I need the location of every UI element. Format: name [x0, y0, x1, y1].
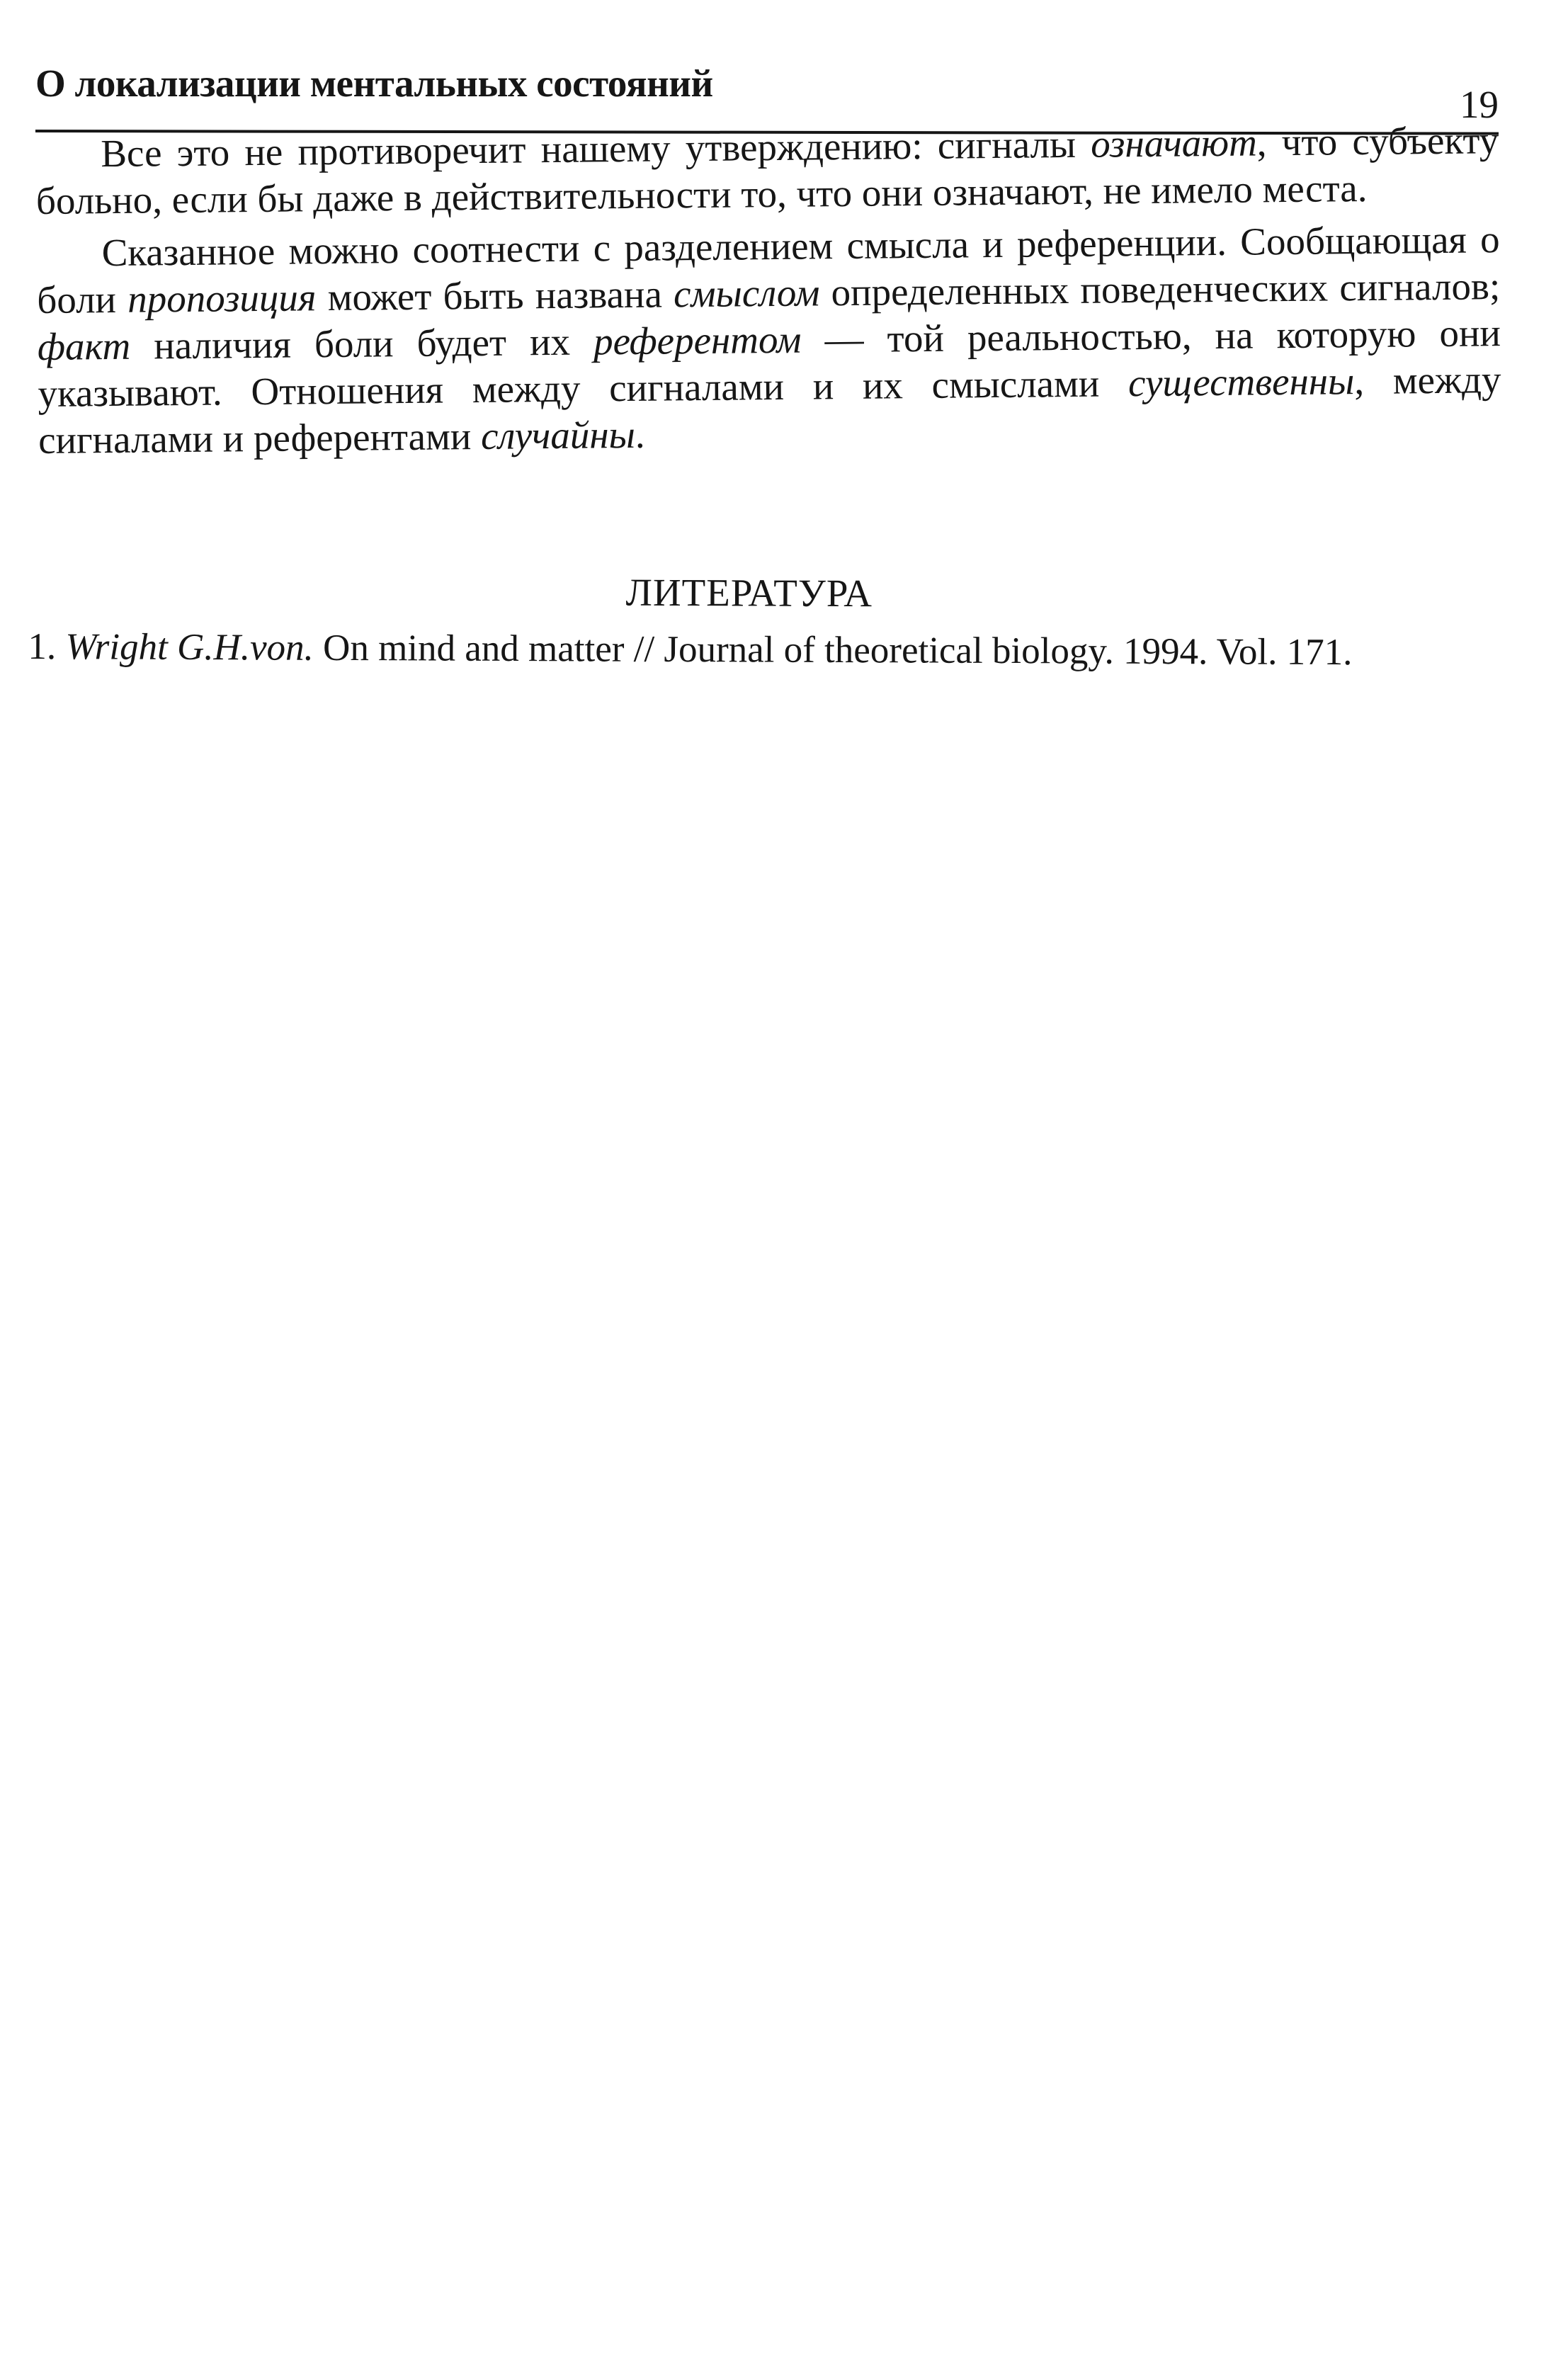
references-heading: ЛИТЕРАТУРА: [625, 570, 873, 615]
italic-term: существенны: [1127, 359, 1355, 405]
running-title: О локализации ментальных состояний: [35, 62, 713, 105]
italic-term: смыслом: [673, 271, 820, 316]
reference-item: [28, 623, 1498, 676]
text-run: Сказанное можно соотнести с разделением смысла и референции. Сообщающая о боли: [36, 217, 1500, 322]
text-run: .: [635, 412, 645, 456]
text-run: , что субъекту больно, если бы даже в действительности то, что они означают, не имело места.: [35, 118, 1499, 222]
text-run: определенных поведенческих сигналов;: [819, 264, 1501, 314]
body-text: [35, 117, 1501, 464]
references-section: [28, 567, 1499, 676]
italic-term: означают: [1090, 120, 1258, 166]
italic-term: случайны: [480, 412, 636, 458]
paragraph: [36, 216, 1501, 464]
text-run: , между сигналами и референтами: [38, 358, 1501, 462]
italic-term: пропозиция: [127, 276, 317, 321]
reference-text: On mind and matter // Journal of theoretical biology. 1994. Vol. 171.: [323, 627, 1353, 674]
italic-term: референтом: [593, 317, 802, 363]
paragraph: [35, 117, 1499, 225]
text-run: может быть названа: [316, 272, 674, 319]
page-number: 19: [1460, 83, 1499, 126]
italic-term: факт: [37, 324, 131, 368]
text-run: — той реальностью, на которую они указывают. Отношения между сигналами и их смыслами: [38, 311, 1501, 415]
text-run: наличия боли будет их: [130, 319, 594, 368]
reference-number: 1.: [28, 625, 57, 668]
reference-author: Wright G.H.von.: [65, 626, 314, 669]
text-run: Все это не противоречит нашему утверждению: сигналы: [101, 122, 1091, 176]
